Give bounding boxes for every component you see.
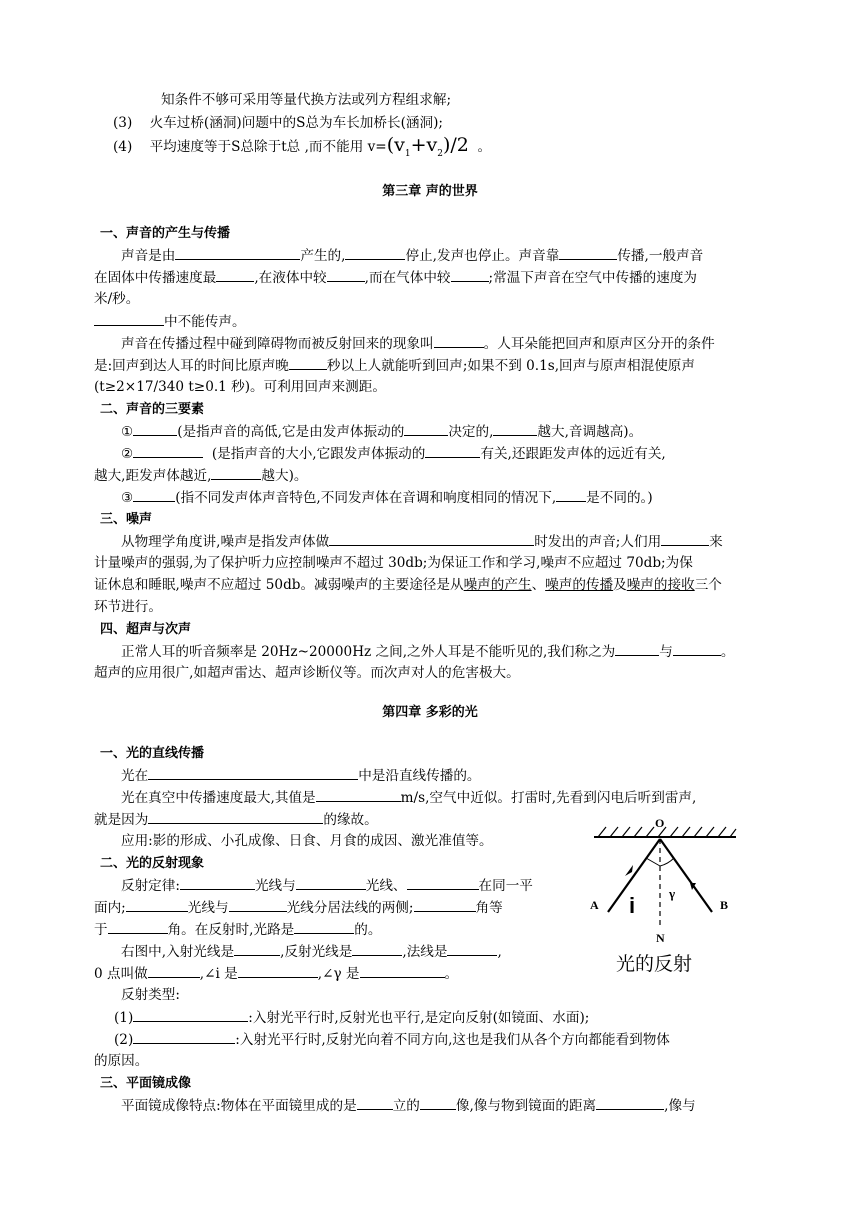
- paragraph-line: 面内; 光线与 光线分居法线的两侧; 角等: [94, 897, 574, 919]
- label-angle-i: i: [629, 893, 636, 918]
- label-b: B: [720, 898, 729, 912]
- chapter-4-title: 第四章 多彩的光: [382, 705, 478, 720]
- section-heading: 一、声音的产生与传播: [100, 226, 231, 241]
- label-angle-r: γ: [669, 886, 676, 901]
- incident-arrow: [625, 865, 633, 876]
- paragraph-line: (t≥2×17/340 t≥0.1 秒)。可利用回声来测距。: [94, 379, 386, 395]
- reflection-diagram: [580, 810, 750, 980]
- paragraph-line: 反射类型:: [121, 987, 180, 1003]
- paragraph-line: 右图中,入射光线是 ,反射光线是 ,法线是 ,: [94, 941, 591, 963]
- paragraph-line: 在固体中传播速度最 ,在液体中较 ,而在气体中较 ;常温下声音在空气中传播的速度为: [94, 267, 784, 289]
- paragraph-line: 声音是由 产生的, 停止,发声也停止。声音靠 传播,一般声音: [94, 245, 811, 267]
- paragraph-line: 是:回声到达人耳的时间比原声晚 秒以上人就能听到回声;如果不到 0.1s,回声与原声相混使原声: [94, 355, 784, 377]
- chapter-3-title: 第三章 声的世界: [382, 184, 478, 199]
- paragraph-line: 计量噪声的强弱,为了保护听力应控制噪声不超过 30db;为保证工作和学习,噪声不应超过 70db;为保: [94, 555, 693, 571]
- paragraph-line: 反射定律: 光线与 光线、 在同一平: [94, 875, 591, 897]
- paragraph-line: (1) :入射光平行时,反射光也平行,是定向反射(如镜面、水面);: [94, 1007, 804, 1029]
- intro-line-2: (3) 火车过桥(涵洞)问题中的S总为车长加桥长(涵洞);: [113, 115, 443, 131]
- paragraph-line: 应用:影的形成、小孔成像、日食、月食的成因、激光准值等。: [121, 833, 493, 849]
- paragraph-line: ③ (指不同发声体声音特色,不同发声体在音调和响度相同的情况下, 是不同的。): [94, 487, 811, 509]
- paragraph-line: 环节进行。: [94, 599, 162, 615]
- section-heading: 一、光的直线传播: [100, 746, 205, 761]
- paragraph-line: 光在 中是沿直线传播的。: [94, 765, 811, 787]
- label-n: N: [656, 931, 665, 945]
- intro-line-1: 知条件不够可采用等量代换方法或列方程组求解;: [161, 92, 452, 108]
- section-heading: 三、平面镜成像: [100, 1076, 192, 1091]
- mirror-hatching: [598, 827, 736, 837]
- label-a: A: [590, 898, 599, 912]
- paragraph-line: 从物理学角度讲,噪声是指发声体做 时发出的声音;人们用 来: [94, 531, 811, 553]
- section-heading: 二、声音的三要素: [100, 402, 205, 417]
- paragraph-line: 证休息和睡眠,噪声不应超过 50db。减弱噪声的主要途径是从噪声的产生、噪声的传播及噪声的接收三个: [94, 577, 722, 593]
- paragraph-line: 正常人耳的听音频率是 20Hz~20000Hz 之间,之外人耳是不能听见的,我们称之为 与 。: [94, 641, 811, 663]
- intro-line-3: (4) 平均速度等于S总除于t总 ,而不能用 $v=(v_1+v_2)/2$ 。: [113, 134, 492, 159]
- paragraph-line: 声音在传播过程中碰到障碍物而被反射回来的现象叫 。人耳朵能把回声和原声区分开的条件: [94, 333, 811, 355]
- section-heading: 三、噪声: [100, 512, 153, 527]
- paragraph-line: (2) :入射光平行时,反射光向着不同方向,这也是我们从各个方向都能看到物体: [94, 1029, 804, 1051]
- paragraph-line: 平面镜成像特点:物体在平面镜里成的是 立的 像,像与物到镜面的距离 ,像与: [94, 1095, 811, 1117]
- figure-caption: 光的反射: [616, 953, 693, 975]
- paragraph-line: 中不能传声。: [94, 311, 784, 333]
- paragraph-line: 超声的应用很广,如超声雷达、超声诊断仪等。而次声对人的危害极大。: [94, 665, 520, 681]
- section-heading: 二、光的反射现象: [100, 856, 205, 871]
- angle-r-arc: [660, 858, 674, 866]
- angle-i-arc: [646, 858, 660, 866]
- paragraph-line: 于 角。在反射时,光路是 的。: [94, 919, 564, 941]
- paragraph-line: 就是因为 的缘故。: [94, 809, 784, 831]
- paragraph-line: 米/秒。: [94, 291, 140, 307]
- paragraph-line: 0 点叫做 ,∠i 是 ,∠γ 是 。: [94, 963, 564, 985]
- paragraph-line: ② (是指声音的大小,它跟发声体振动的 有关,还跟距发声体的远近有关,: [94, 443, 811, 465]
- paragraph-line: 的原因。: [94, 1053, 149, 1069]
- section-heading: 四、超声与次声: [100, 622, 192, 637]
- paragraph-line: 光在真空中传播速度最大,其值是 m/s,空气中近似。打雷时,先看到闪电后听到雷声,: [94, 787, 811, 809]
- paragraph-line: 越大,距发声体越近, 越大)。: [94, 465, 784, 487]
- paragraph-line: ① (是指声音的高低,它是由发声体振动的 决定的, 越大,音调越高)。: [94, 421, 811, 443]
- reflected-ray: [660, 839, 712, 912]
- label-o: O: [655, 816, 665, 830]
